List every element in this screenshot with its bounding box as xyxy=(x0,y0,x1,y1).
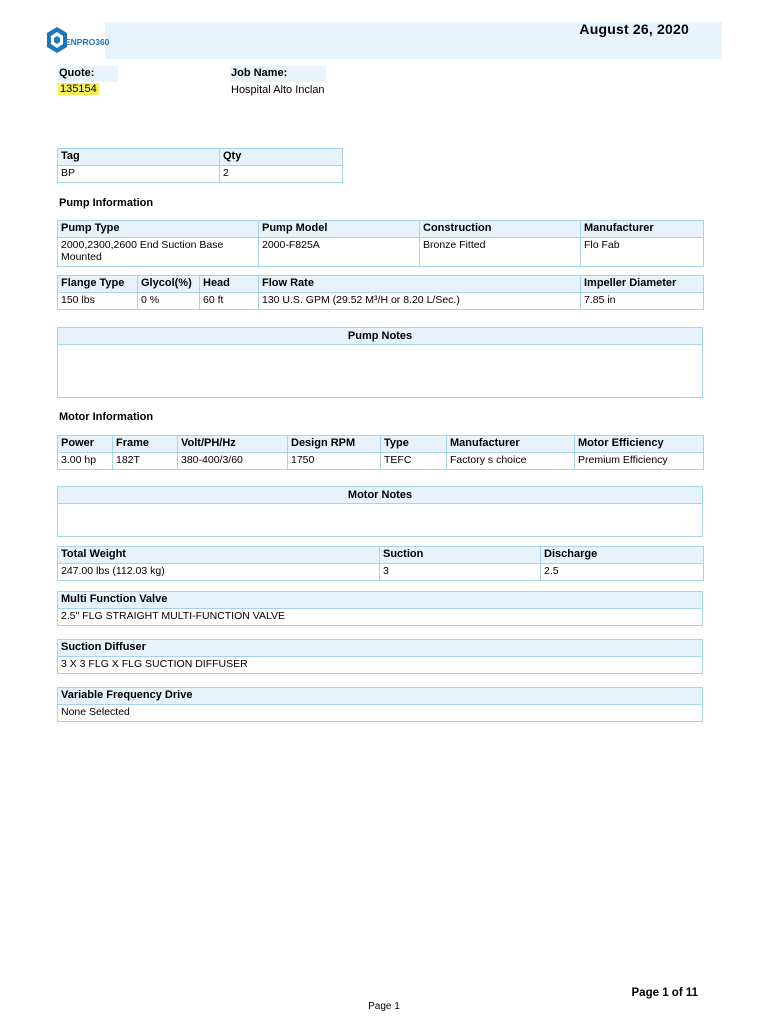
construction-header: Construction xyxy=(420,221,581,238)
pump-notes-box xyxy=(57,327,703,398)
pump-type-header: Pump Type xyxy=(58,221,259,238)
suction-diffuser-table xyxy=(57,639,703,674)
tag-header: Tag xyxy=(58,149,220,166)
motor-efficiency-value: Premium Efficiency xyxy=(575,453,704,470)
motor-notes-box xyxy=(57,486,703,537)
pump-type-value: 2000,2300,2600 End Suction Base Mounted xyxy=(58,238,259,267)
motor-notes-title: Motor Notes xyxy=(58,487,702,504)
volt-ph-hz-value: 380-400/3/60 xyxy=(178,453,288,470)
vfd-value: None Selected xyxy=(58,705,703,722)
discharge-header: Discharge xyxy=(541,547,704,564)
svg-text:ENPRO360: ENPRO360 xyxy=(65,37,109,47)
flange-type-value: 150 lbs xyxy=(58,293,138,310)
vfd-header: Variable Frequency Drive xyxy=(58,688,703,705)
pump-model-value: 2000-F825A xyxy=(259,238,420,267)
mfv-value: 2.5" FLG STRAIGHT MULTI-FUNCTION VALVE xyxy=(58,609,703,626)
power-header: Power xyxy=(58,436,113,453)
weight-table xyxy=(57,546,704,581)
tag-value: BP xyxy=(58,166,220,183)
design-rpm-header: Design RPM xyxy=(288,436,381,453)
total-weight-header: Total Weight xyxy=(58,547,380,564)
report-date: August 26, 2020 xyxy=(579,21,689,37)
suction-diffuser-value: 3 X 3 FLG X FLG SUCTION DIFFUSER xyxy=(58,657,703,674)
total-weight-value: 247.00 lbs (112.03 kg) xyxy=(58,564,380,581)
head-header: Head xyxy=(200,276,259,293)
motor-manufacturer-value: Factory s choice xyxy=(447,453,575,470)
head-value: 60 ft xyxy=(200,293,259,310)
motor-info-title: Motor Information xyxy=(59,411,154,423)
page-of-total: Page 1 of 11 xyxy=(631,987,698,999)
power-value: 3.00 hp xyxy=(58,453,113,470)
pump-manufacturer-header: Manufacturer xyxy=(581,221,704,238)
motor-manufacturer-header: Manufacturer xyxy=(447,436,575,453)
frame-header: Frame xyxy=(113,436,178,453)
vfd-table xyxy=(57,687,703,722)
flow-rate-value: 130 U.S. GPM (29.52 M³/H or 8.20 L/Sec.) xyxy=(259,293,581,310)
flow-rate-header: Flow Rate xyxy=(259,276,581,293)
pump-info-title: Pump Information xyxy=(59,197,154,209)
suction-diffuser-header: Suction Diffuser xyxy=(58,640,703,657)
multi-function-valve-table xyxy=(57,591,703,626)
volt-ph-hz-header: Volt/PH/Hz xyxy=(178,436,288,453)
quote-number: 135154 xyxy=(60,83,97,95)
glycol-header: Glycol(%) xyxy=(138,276,200,293)
mfv-header: Multi Function Valve xyxy=(58,592,703,609)
suction-header: Suction xyxy=(380,547,541,564)
flange-type-header: Flange Type xyxy=(58,276,138,293)
tag-table xyxy=(57,148,343,183)
impeller-diameter-value: 7.85 in xyxy=(581,293,704,310)
frame-value: 182T xyxy=(113,453,178,470)
design-rpm-value: 1750 xyxy=(288,453,381,470)
pump-model-header: Pump Model xyxy=(259,221,420,238)
suction-value: 3 xyxy=(380,564,541,581)
page-number: Page 1 xyxy=(368,1001,400,1012)
pump-manufacturer-value: Flo Fab xyxy=(581,238,704,267)
motor-table xyxy=(57,435,704,470)
glycol-value: 0 % xyxy=(138,293,200,310)
qty-value: 2 xyxy=(220,166,343,183)
job-name-value: Hospital Alto Inclan xyxy=(231,84,325,96)
pump-specs-table xyxy=(57,275,704,310)
company-logo xyxy=(45,25,109,59)
job-name-label: Job Name: xyxy=(231,67,288,79)
impeller-diameter-header: Impeller Diameter xyxy=(581,276,704,293)
motor-type-header: Type xyxy=(381,436,447,453)
pump-table xyxy=(57,220,704,267)
discharge-value: 2.5 xyxy=(541,564,704,581)
quote-label: Quote: xyxy=(59,67,95,79)
construction-value: Bronze Fitted xyxy=(420,238,581,267)
qty-header: Qty xyxy=(220,149,343,166)
motor-type-value: TEFC xyxy=(381,453,447,470)
pump-notes-title: Pump Notes xyxy=(58,328,702,345)
motor-efficiency-header: Motor Efficiency xyxy=(575,436,704,453)
